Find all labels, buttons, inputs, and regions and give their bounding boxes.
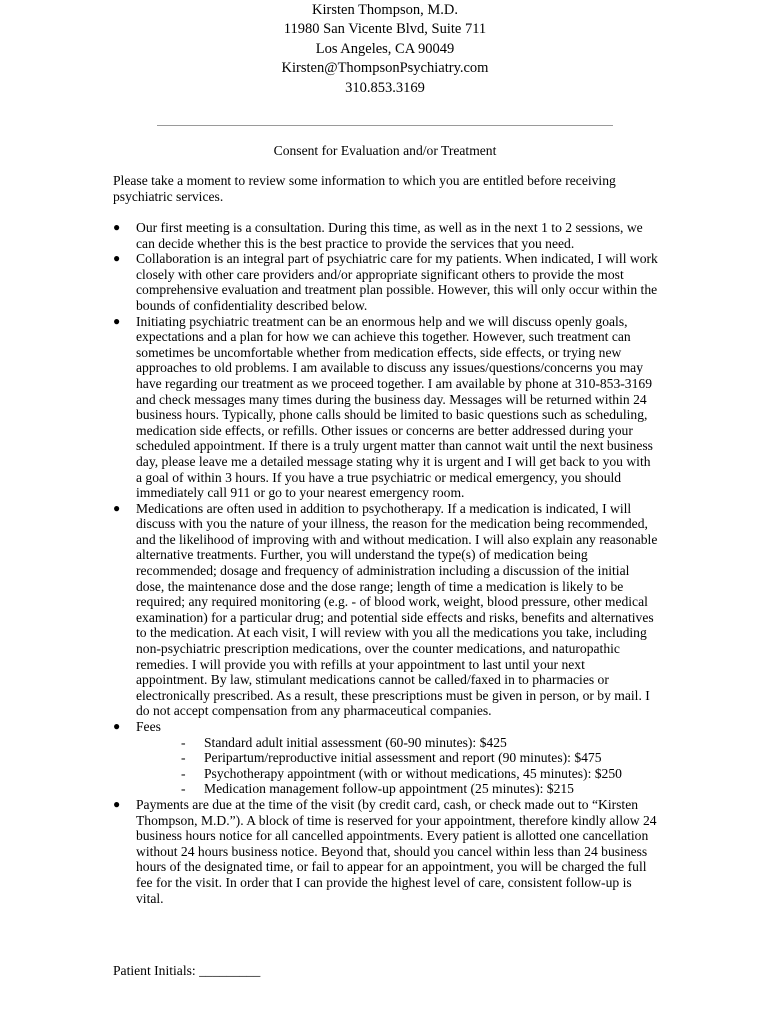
dash-icon: - (181, 765, 186, 781)
item-text: Medications are often used in addition to psychotherapy. If a medication is indicated, I will discuss with you the nature of your illness, the reason for the medication being recommended, and the likelihood of improving with and without medication. I will also explain any reasonable alternative treatments. Further, you will understand the type(s) of medication being recommended; dosage and frequency of administration including a discussion of the initial dose, the maintenance dose and the dose range; length of time a medication is likely to be required; any required monitoring (e.g. - of blood work, weight, blood pressure, other medical examination) for a particular drug; and potential side effects and risks, benefits and alternatives to the medication. At each visit, I will review with you all the medications you take, including non-psychiatric prescription medications, over the counter medications, and naturopathic remedies. I will provide you with refills at your appointment to last until your next appointment. By law, stimulant medications cannot be called/faxed in to pharmacies or electronically prescribed. As a result, these prescriptions must be given in person, or by mail. I do not accept compensation from any pharmaceutical companies. (136, 500, 658, 719)
fee-item (181, 735, 658, 751)
bullet-icon: ● (113, 313, 121, 328)
dash-icon: - (181, 781, 186, 797)
intro-paragraph: Please take a moment to review some information to which you are entitled before receiving psychiatric services. (113, 173, 616, 204)
document-title: Consent for Evaluation and/or Treatment (273, 143, 497, 158)
fees-item (113, 719, 658, 797)
bullet-icon: ● (113, 796, 121, 811)
dash-icon: - (181, 734, 186, 750)
header-divider (157, 125, 613, 126)
fee-item (181, 781, 658, 797)
payments-item (113, 797, 658, 906)
address-line-2: Los Angeles, CA 90049 (315, 40, 455, 57)
patient-initials (113, 962, 260, 979)
phone-number: 310.853.3169 (345, 79, 425, 96)
list-item (113, 314, 658, 501)
list-item (113, 220, 658, 251)
bullet-icon: ● (113, 719, 121, 733)
item-text: Initiating psychiatric treatment can be an enormous help and we will discuss openly goals, expectations and a plan for how we can achieve this together. However, such treatment can sometimes be uncomfortable whether from medication effects, side effects, or trying new approaches to old problems. I am available to discuss any issues/questions/concerns you may have regarding our treatment as we proceed together. I am available by phone at 310-853-3169 and check messages many times during the business day. Messages will be returned within 24 business hours. Typically, phone calls should be limited to basic questions such as scheduling, medication side effects, or refills. Other issues or concerns are better addressed during your scheduled appointment. If there is a truly urgent matter than cannot wait until the next business day, please leave me a detailed message stating why it is urgent and I will get back to you with a goal of within 3 hours. If you have a true psychiatric or medical emergency, you should immediately call 911 or go to your nearest emergency room. (136, 313, 653, 501)
email-address: Kirsten@ThompsonPsychiatry.com (281, 60, 489, 77)
fee-item (181, 750, 658, 766)
list-item (113, 251, 658, 313)
dash-icon: - (181, 750, 186, 766)
fees-label: Fees (136, 719, 161, 734)
fees-list (136, 735, 658, 797)
initials-blank: _________ (199, 963, 261, 978)
bullet-icon: ● (113, 251, 121, 266)
fee-text: Standard adult initial assessment (60-90 minutes): $425 (204, 734, 507, 750)
bullet-icon: ● (113, 220, 121, 234)
initials-label: Patient Initials: (113, 963, 196, 978)
fee-text: Psychotherapy appointment (with or without medications, 45 minutes): $250 (204, 765, 622, 781)
letterhead (0, 1, 770, 98)
doctor-name: Kirsten Thompson, M.D. (312, 2, 458, 18)
list-item (113, 501, 658, 719)
bullet-icon: ● (113, 500, 121, 515)
item-text: Our first meeting is a consultation. During this time, as well as in the next 1 to 2 sessions, we can decide whether this is the best practice to provide the services that you need. (136, 220, 643, 251)
consent-list (113, 220, 658, 906)
address-line-1: 11980 San Vicente Blvd, Suite 711 (283, 21, 487, 38)
fee-item (181, 766, 658, 782)
fee-text: Medication management follow-up appointment (25 minutes): $215 (204, 781, 574, 797)
fee-text: Peripartum/reproductive initial assessment and report (90 minutes): $475 (204, 750, 602, 766)
payments-text: Payments are due at the time of the visit (by credit card, cash, or check made out to “Kirsten Thompson, M.D.”). A block of time is reserved for your appointment, therefore kindly allow 24 business hours notice for all cancelled appointments. Every patient is allotted one cancellation without 24 hours business notice. Beyond that, should you cancel within less than 24 business hours of the designated time, or fail to appear for an appointment, you will be charged the full fee for the visit. In order that I can provide the highest level of care, consistent follow-up is vital. (136, 796, 657, 906)
item-text: Collaboration is an integral part of psychiatric care for my patients. When indicated, I will work closely with other care providers and/or appropriate significant others to provide the most comprehensive evaluation and treatment plan possible. However, this will only occur within the bounds of confidentiality described below. (136, 251, 658, 313)
